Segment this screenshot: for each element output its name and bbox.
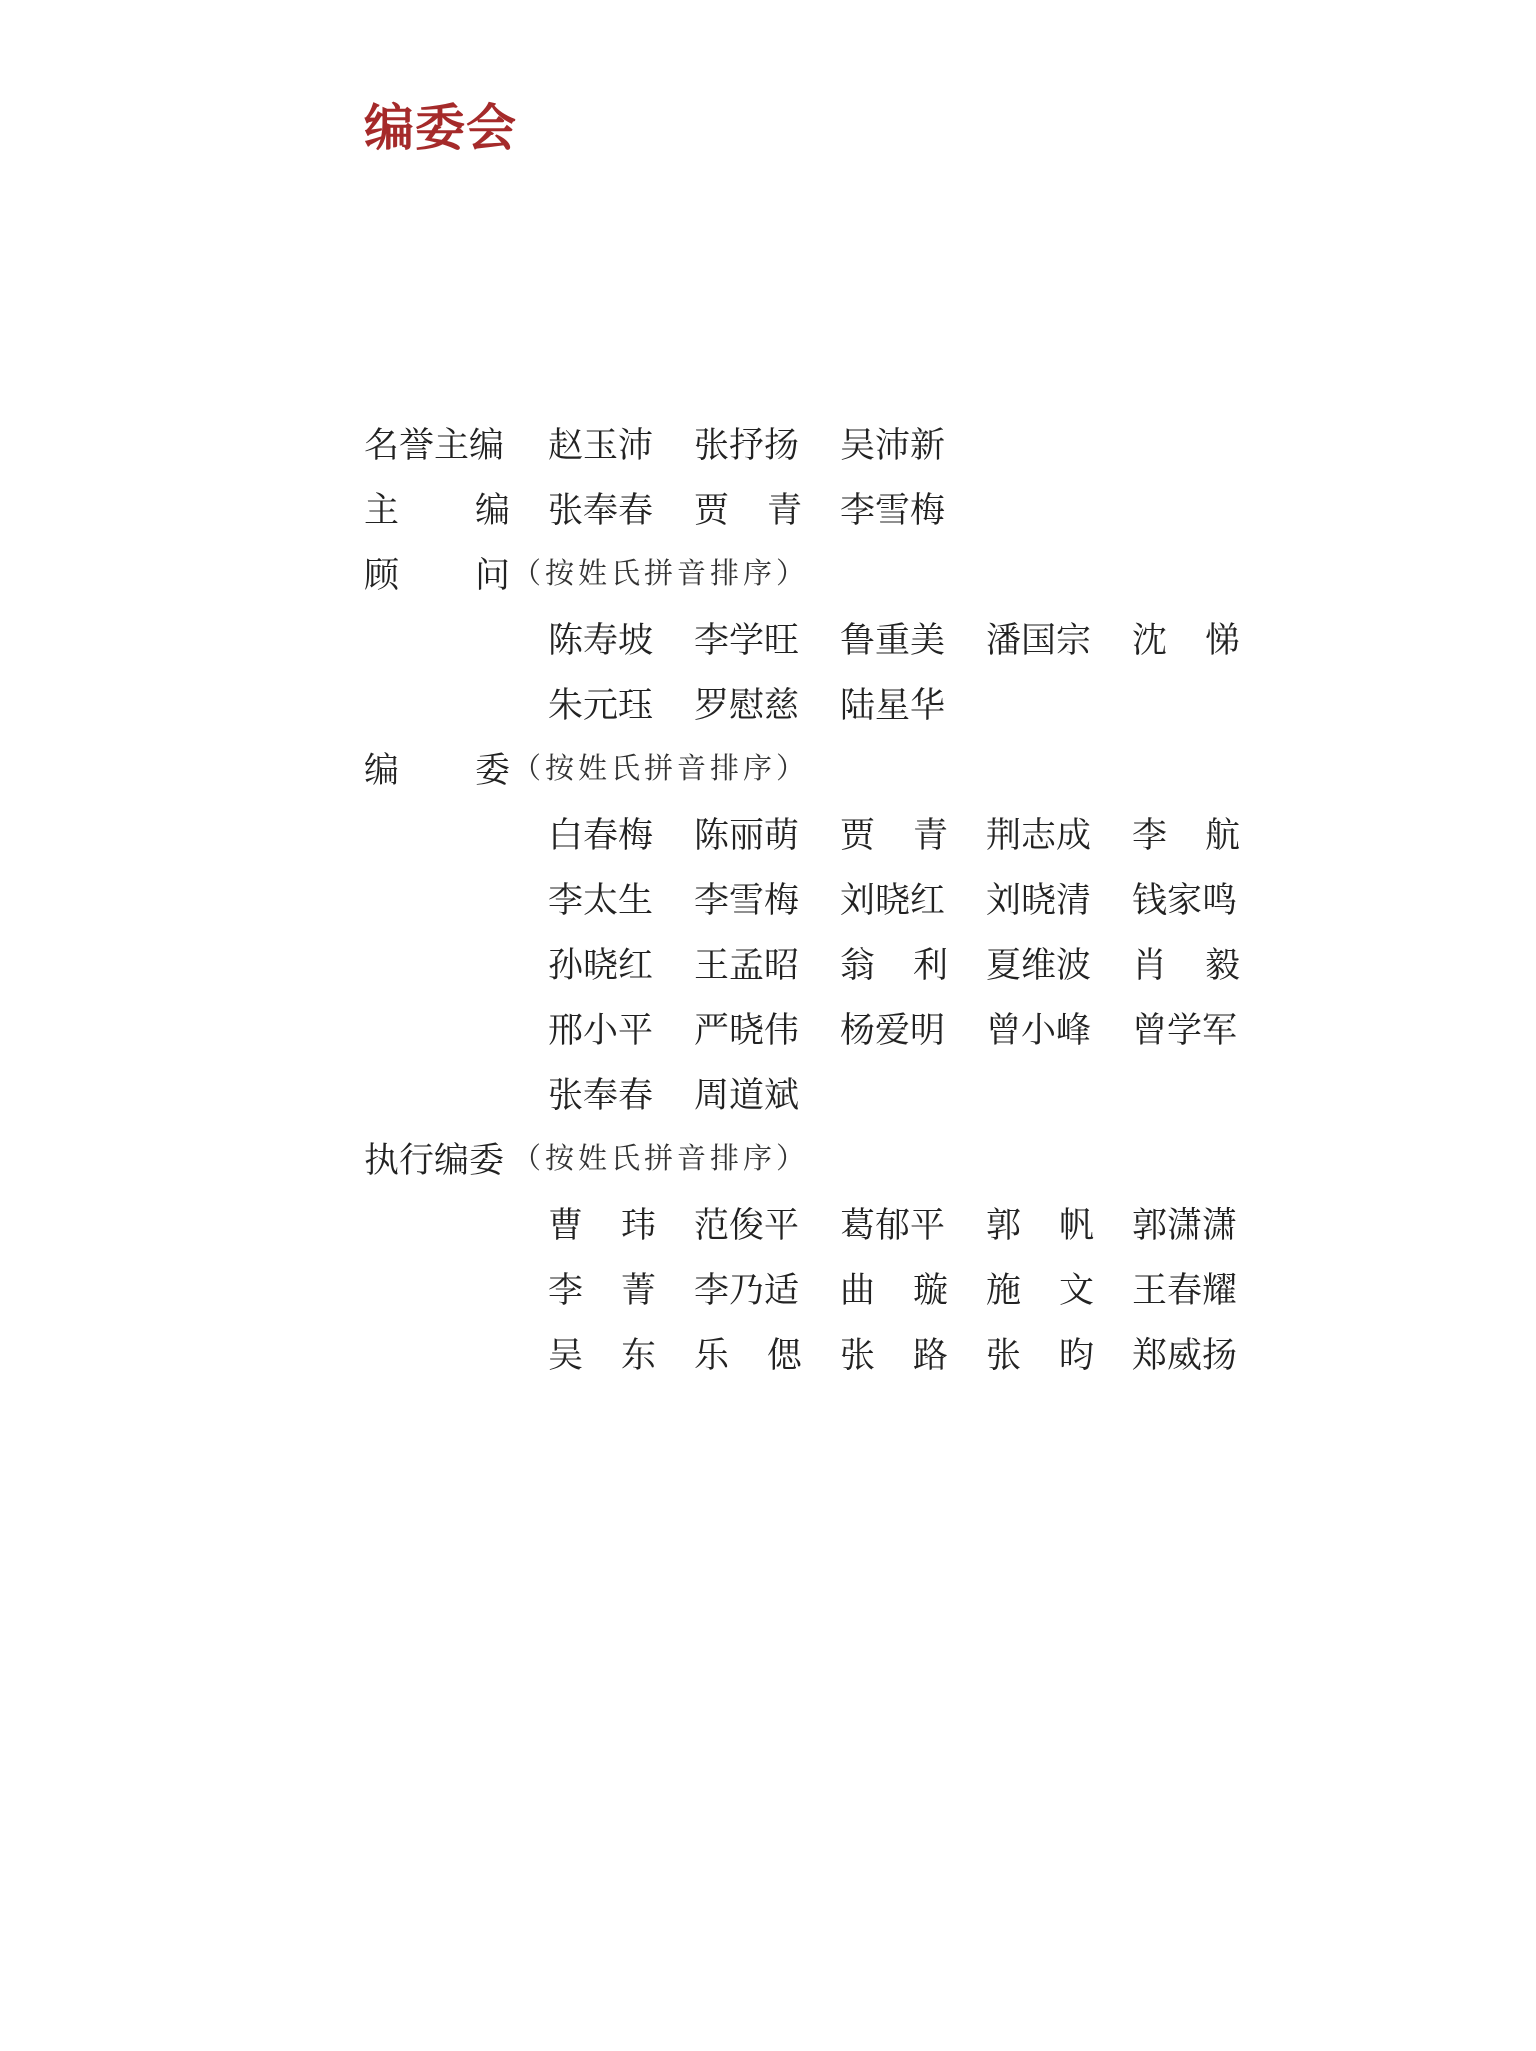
sort-note: （按姓氏拼音排序） xyxy=(512,556,810,590)
section-editorial-board-row xyxy=(0,740,1536,796)
member-name: 朱元珏 xyxy=(548,686,654,726)
section-executive-board-row xyxy=(0,1130,1536,1186)
section-label-part: 委 xyxy=(474,751,510,791)
section-label-part: 主 xyxy=(364,491,400,531)
names-row xyxy=(0,870,1536,926)
names-row xyxy=(0,1000,1536,1056)
names-row xyxy=(0,1260,1536,1316)
member-name: 施 文 xyxy=(986,1271,1094,1311)
section-label-executive-board xyxy=(364,1130,504,1186)
section-label-advisors xyxy=(364,545,510,601)
names-row xyxy=(0,805,1536,861)
section-advisors-row xyxy=(0,545,1536,601)
member-name: 陈丽萌 xyxy=(694,816,800,856)
section-label-part: 名誉主编 xyxy=(364,426,505,466)
section-label-chief-editor xyxy=(364,480,510,536)
section-label-part: 问 xyxy=(474,556,510,596)
member-name: 李雪梅 xyxy=(694,881,800,921)
member-name: 周道斌 xyxy=(694,1076,800,1116)
member-name: 郑威扬 xyxy=(1132,1336,1238,1376)
member-name: 杨爱明 xyxy=(840,1011,946,1051)
sort-note: （按姓氏拼音排序） xyxy=(512,751,810,785)
member-name: 李学旺 xyxy=(694,621,800,661)
member-name: 李 航 xyxy=(1132,816,1240,856)
section-honorary-chief-editor-row xyxy=(0,415,1536,471)
names-row xyxy=(0,1065,1536,1121)
member-name: 潘国宗 xyxy=(986,621,1092,661)
member-name: 刘晓清 xyxy=(986,881,1092,921)
member-name: 曹 玮 xyxy=(548,1206,656,1246)
member-name: 陆星华 xyxy=(840,686,946,726)
member-name: 鲁重美 xyxy=(840,621,946,661)
member-name: 吴沛新 xyxy=(840,426,946,466)
member-name: 贾 青 xyxy=(694,491,802,531)
names-row xyxy=(0,675,1536,731)
section-label-honorary-chief-editor xyxy=(364,415,504,471)
member-name: 张抒扬 xyxy=(694,426,800,466)
member-name: 肖 毅 xyxy=(1132,946,1240,986)
names-row xyxy=(0,1195,1536,1251)
member-name: 荆志成 xyxy=(986,816,1092,856)
member-name: 翁 利 xyxy=(840,946,948,986)
member-name: 赵玉沛 xyxy=(548,426,654,466)
member-name: 李 菁 xyxy=(548,1271,656,1311)
member-name: 张奉春 xyxy=(548,491,654,531)
member-name: 乐 偲 xyxy=(694,1336,802,1376)
member-name: 葛郁平 xyxy=(840,1206,946,1246)
member-name: 曾学军 xyxy=(1132,1011,1238,1051)
member-name: 张 昀 xyxy=(986,1336,1094,1376)
section-label-editorial-board xyxy=(364,740,510,796)
member-name: 贾 青 xyxy=(840,816,948,856)
member-name: 李乃适 xyxy=(694,1271,800,1311)
member-name: 夏维波 xyxy=(986,946,1092,986)
member-name: 刘晓红 xyxy=(840,881,946,921)
page-title: 编委会 xyxy=(364,98,517,157)
member-name: 邢小平 xyxy=(548,1011,654,1051)
member-name: 范俊平 xyxy=(694,1206,800,1246)
section-chief-editor-row xyxy=(0,480,1536,536)
names-row xyxy=(0,610,1536,666)
names-row xyxy=(0,1325,1536,1381)
member-name: 陈寿坡 xyxy=(548,621,654,661)
section-label-part: 执行编委 xyxy=(364,1141,505,1181)
section-label-part: 顾 xyxy=(364,556,400,596)
member-name: 曾小峰 xyxy=(986,1011,1092,1051)
member-name: 孙晓红 xyxy=(548,946,654,986)
member-name: 沈 悌 xyxy=(1132,621,1240,661)
member-name: 吴 东 xyxy=(548,1336,656,1376)
member-name: 郭 帆 xyxy=(986,1206,1094,1246)
sort-note: （按姓氏拼音排序） xyxy=(512,1141,810,1175)
member-name: 张 路 xyxy=(840,1336,948,1376)
member-name: 白春梅 xyxy=(548,816,654,856)
member-name: 曲 璇 xyxy=(840,1271,948,1311)
member-name: 钱家鸣 xyxy=(1132,881,1238,921)
member-name: 李太生 xyxy=(548,881,654,921)
member-name: 张奉春 xyxy=(548,1076,654,1116)
member-name: 李雪梅 xyxy=(840,491,946,531)
member-name: 罗慰慈 xyxy=(694,686,800,726)
section-label-part: 编 xyxy=(364,751,400,791)
member-name: 王孟昭 xyxy=(694,946,800,986)
names-row xyxy=(0,935,1536,991)
member-name: 郭潇潇 xyxy=(1132,1206,1238,1246)
member-name: 严晓伟 xyxy=(694,1011,800,1051)
member-name: 王春耀 xyxy=(1132,1271,1238,1311)
section-label-part: 编 xyxy=(474,491,510,531)
